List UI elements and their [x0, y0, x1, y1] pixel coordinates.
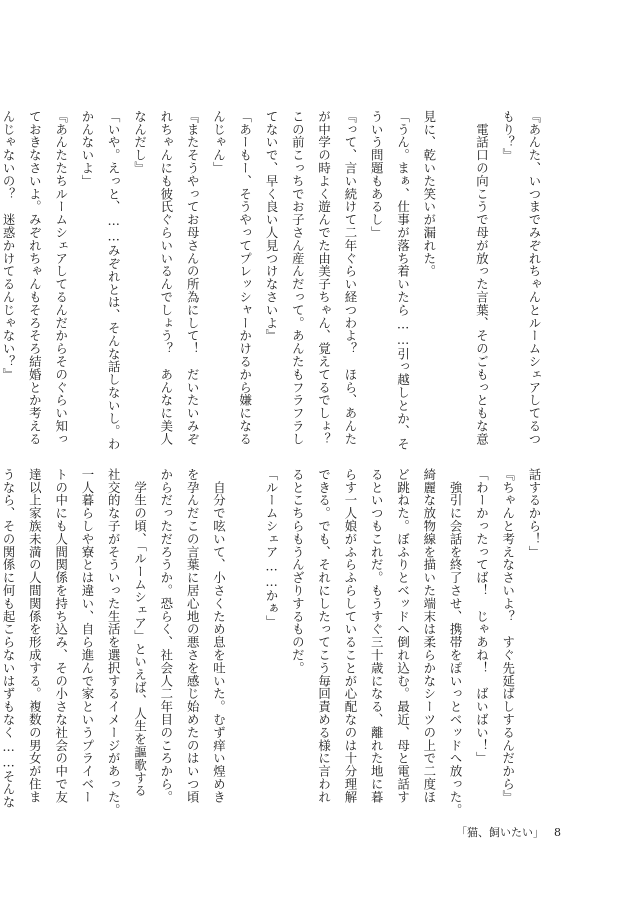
text-column: できる。でも、それにしたってこう毎回責める様に言われ: [316, 468, 332, 804]
running-title: 「猫、飼いたい」: [456, 826, 544, 839]
text-column: 『あんたたちルームシェアしてるんだからそのぐらい知っ: [53, 110, 69, 446]
text-column: 達以上家族未満の人間関係を形成する。複数の男女が住ま: [27, 468, 43, 804]
text-column: トの中にも人間関係を持ち込み、その小さな社会の中で友: [53, 468, 69, 804]
text-column: ておきなさいよ。みぞれちゃんもそろそろ結婚とか考える: [27, 110, 43, 446]
text-column: れちゃんにも彼氏ぐらいいるんでしょう？ あんなに美人: [158, 110, 174, 446]
text-column: からだっただろうか。恐らく、社会人二年目のころから。: [158, 468, 174, 804]
text-column: 電話口の向こうで母が放った言葉、そのごもっともな意: [474, 110, 490, 446]
text-column: 強引に会話を終了させ、携帯をぽいっとベッドへ放った。: [448, 468, 464, 817]
text-column: うなら、その関係に何も起こらないはずもなく……そんな: [1, 468, 17, 809]
text-column: かんないよ」: [79, 110, 95, 188]
upper-text-block: [1, 110, 547, 451]
text-column: 「いや。えっと、……みぞれとは、そんな話しないし。わ: [106, 110, 122, 451]
text-column: この前こっちでお子さん産んだって。あんたもフラフラし: [290, 110, 306, 446]
text-column: らす一人娘がふらふらしていることが心配なのは十分理解: [342, 468, 358, 804]
text-column: 「あーもー、そうやってプレッシャーかけるから嫌になる: [237, 110, 253, 446]
text-column: んじゃん」: [211, 110, 227, 175]
text-column: ど跳ねた。ぼふりとベッドへ倒れ込む。最近、母と電話す: [395, 468, 411, 804]
text-column: 「わーかったってば！ じゃあね！ ばいばい！」: [474, 468, 490, 765]
page-footer: [456, 824, 561, 840]
text-column: てないで、早く良い人見つけなさいよ』: [264, 110, 280, 343]
text-column: るとこちらもうんざりするものだ。: [290, 468, 306, 675]
text-column: 『またそうやってお母さんの所為にして！ だいたいみぞ: [185, 110, 201, 446]
text-column: 学生の頃、「ルームシェア」といえば、人生を謳歌する: [132, 468, 148, 798]
text-column: 話するから！」: [527, 468, 542, 559]
text-column: 自分で呟いて、小さくため息を吐いた。むず痒い煌めき: [211, 468, 227, 804]
text-column: 綺麗な放物線を描いた端末は柔らかなシーツの上で二度ほ: [421, 468, 437, 804]
text-column: もり？』: [500, 110, 516, 162]
text-column: 「うん。まぁ、仕事が落ち着いたら……引っ越しとか、そ: [395, 110, 411, 451]
page-number: 8: [554, 826, 561, 839]
text-column: ういう問題もあるし」: [369, 110, 385, 239]
text-column: 社交的な子がそういった生活を選択するイメージがあった。: [106, 468, 122, 817]
text-column: んじゃないの？ 迷惑かけてるんじゃない？』: [1, 110, 17, 381]
text-column: 一人暮らしや寮とは違い、自ら進んで家というプライベー: [79, 468, 95, 804]
text-column: るといつもこれだ。もうすぐ三十歳になる、離れた地に暮: [369, 468, 385, 804]
text-column: 『って、言い続けて二年ぐらい経つわよ？ ほら、あんた: [342, 110, 358, 446]
text-column: 『あんた、いつまでみぞれちゃんとルームシェアしてるつ: [527, 110, 542, 446]
text-column: 見に、乾いた笑いが漏れた。: [421, 110, 437, 278]
text-column: 「ルームシェア……かぁ」: [264, 468, 280, 628]
lower-text-block: [1, 468, 547, 817]
text-column: を孕んだこの言葉に居心地の悪さを感じ始めたのはいつ頃: [185, 468, 201, 804]
text-column: 『ちゃんと考えなさいよ？ すぐ先延ばしするんだから』: [500, 468, 516, 804]
text-column: なんだし』: [132, 110, 148, 175]
text-column: が中学の時よく遊んでた由美子ちゃん、覚えてるでしょ？: [316, 110, 332, 446]
